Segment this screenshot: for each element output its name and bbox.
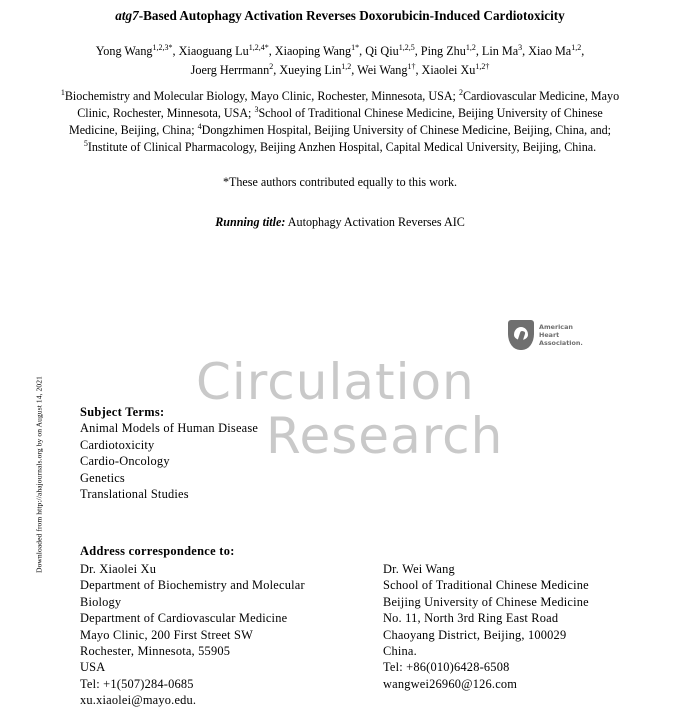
affiliation-index: 5 — [83, 138, 88, 148]
running-title-label: Running title: — [215, 215, 286, 229]
subject-terms-heading: Subject Terms: — [80, 405, 165, 419]
page-title — [60, 8, 620, 24]
affiliation-index: 4 — [197, 121, 202, 131]
corr-email[interactable]: xu.xiaolei@mayo.edu. — [80, 693, 197, 708]
subject-term: Animal Models of Human Disease — [80, 421, 259, 436]
corr-phone: Tel: +1(507)284-0685 — [80, 676, 194, 691]
corr-email[interactable]: wangwei26960@126.com — [383, 676, 518, 691]
affiliation-index: 2 — [458, 87, 463, 97]
author-affiliation-marker: 3 — [518, 42, 523, 52]
affiliation-text: Cardiovascular Medicine, Mayo Clinic, Rochester, Minnesota, USA; — [77, 89, 620, 120]
logo-text — [539, 323, 583, 347]
logo-line-2: Heart — [539, 331, 560, 339]
author-affiliation-marker: 1,2,4* — [248, 42, 269, 52]
author-affiliation-marker: 1,2 — [465, 42, 476, 52]
correspondence-heading: Address correspondence to: — [80, 544, 235, 558]
running-title-value: Autophagy Activation Reverses AIC — [287, 215, 465, 229]
download-source-note: Downloaded from http://ahajournals.org by on August 14, 2021 — [34, 376, 44, 573]
affiliation-list — [60, 88, 620, 156]
heart-shield-icon — [508, 320, 534, 350]
subject-term: Translational Studies — [80, 487, 189, 502]
affiliation-text: Dongzhimen Hospital, Beijing University of Chinese Medicine, Beijing, China, and; — [201, 123, 612, 137]
subject-term: Genetics — [80, 470, 125, 485]
affiliation-index: 1 — [60, 87, 65, 97]
affiliation-text: Institute of Clinical Pharmacology, Beijing Anzhen Hospital, Capital Medical University, Beijing, China. — [87, 140, 597, 154]
corr-institution: Beijing University of Chinese Medicine — [383, 594, 589, 609]
corr-city: Chaoyang District, Beijing, 100029 — [383, 627, 567, 642]
american-heart-association-logo — [508, 318, 618, 352]
corr-department-2: Department of Cardiovascular Medicine — [80, 611, 288, 626]
author-list — [62, 42, 618, 80]
corr-city: Rochester, Minnesota, 55905 — [80, 644, 231, 659]
equal-contribution-note: *These authors contributed equally to this work. — [222, 175, 458, 189]
affiliation-index: 3 — [254, 104, 259, 114]
affiliation-text: Biochemistry and Molecular Biology, Mayo Clinic, Rochester, Minnesota, USA; — [64, 89, 456, 103]
author-affiliation-marker: 1,2,5 — [398, 42, 415, 52]
author-affiliation-marker: 1† — [407, 61, 416, 71]
corr-name: Dr. Wei Wang — [383, 562, 455, 576]
title-gene-name: atg7 — [115, 8, 139, 23]
author-affiliation-marker: 1,2 — [341, 61, 352, 71]
correspondence-right-column — [383, 561, 643, 692]
corr-country: USA — [80, 660, 106, 675]
corr-street: Mayo Clinic, 200 First Street SW — [80, 627, 253, 642]
corr-department: School of Traditional Chinese Medicine — [383, 578, 589, 593]
corr-street: No. 11, North 3rd Ring East Road — [383, 611, 559, 626]
author-affiliation-marker: 1,2 — [571, 42, 582, 52]
corr-phone: Tel: +86(010)6428-6508 — [383, 660, 510, 675]
correspondence-left-column — [80, 561, 330, 709]
author-affiliation-marker: 1,2,3* — [152, 42, 173, 52]
logo-line-1: American — [539, 323, 573, 331]
subject-terms-section — [80, 404, 380, 502]
title-remainder: -Based Autophagy Activation Reverses Doxorubicin-Induced Cardiotoxicity — [138, 8, 565, 23]
affiliation-text: School of Traditional Chinese Medicine, Beijing University of Chinese Medicine, Beijing, China; — [68, 106, 603, 137]
subject-term: Cardio-Oncology — [80, 454, 170, 469]
corr-department: Department of Biochemistry and Molecular Biology — [80, 578, 305, 609]
corr-country: China. — [383, 644, 417, 659]
author-entry: Yong Wang$^{1,2,3*}$, Xiaoguang $Lu^{1,2,4*}$, Xiaoping Wang$^{1*}$, Qi Qiu$^{1,2,5}$, Ping Zhu$^{1,2}$, Lin Ma$^3$, Xiao Ma$^{1,2}$, Joerg Herrmann$^2$, Xueying Lin$^{1,2}$, Wei Wang$^{1\dagger}$, Xiaolei $Xu^{1,2\dagger}$ — [95, 42, 585, 77]
watermark-line-2: Research — [266, 407, 504, 465]
watermark-line-1: Circulation — [196, 353, 475, 411]
author-affiliation-marker: 1,2† — [475, 61, 490, 71]
logo-line-3: Association. — [539, 339, 583, 347]
running-title — [60, 215, 620, 230]
author-affiliation-marker: 1* — [351, 42, 360, 52]
author-affiliation-marker: 2 — [269, 61, 274, 71]
subject-term: Cardiotoxicity — [80, 437, 155, 452]
corr-name: Dr. Xiaolei Xu — [80, 562, 157, 576]
